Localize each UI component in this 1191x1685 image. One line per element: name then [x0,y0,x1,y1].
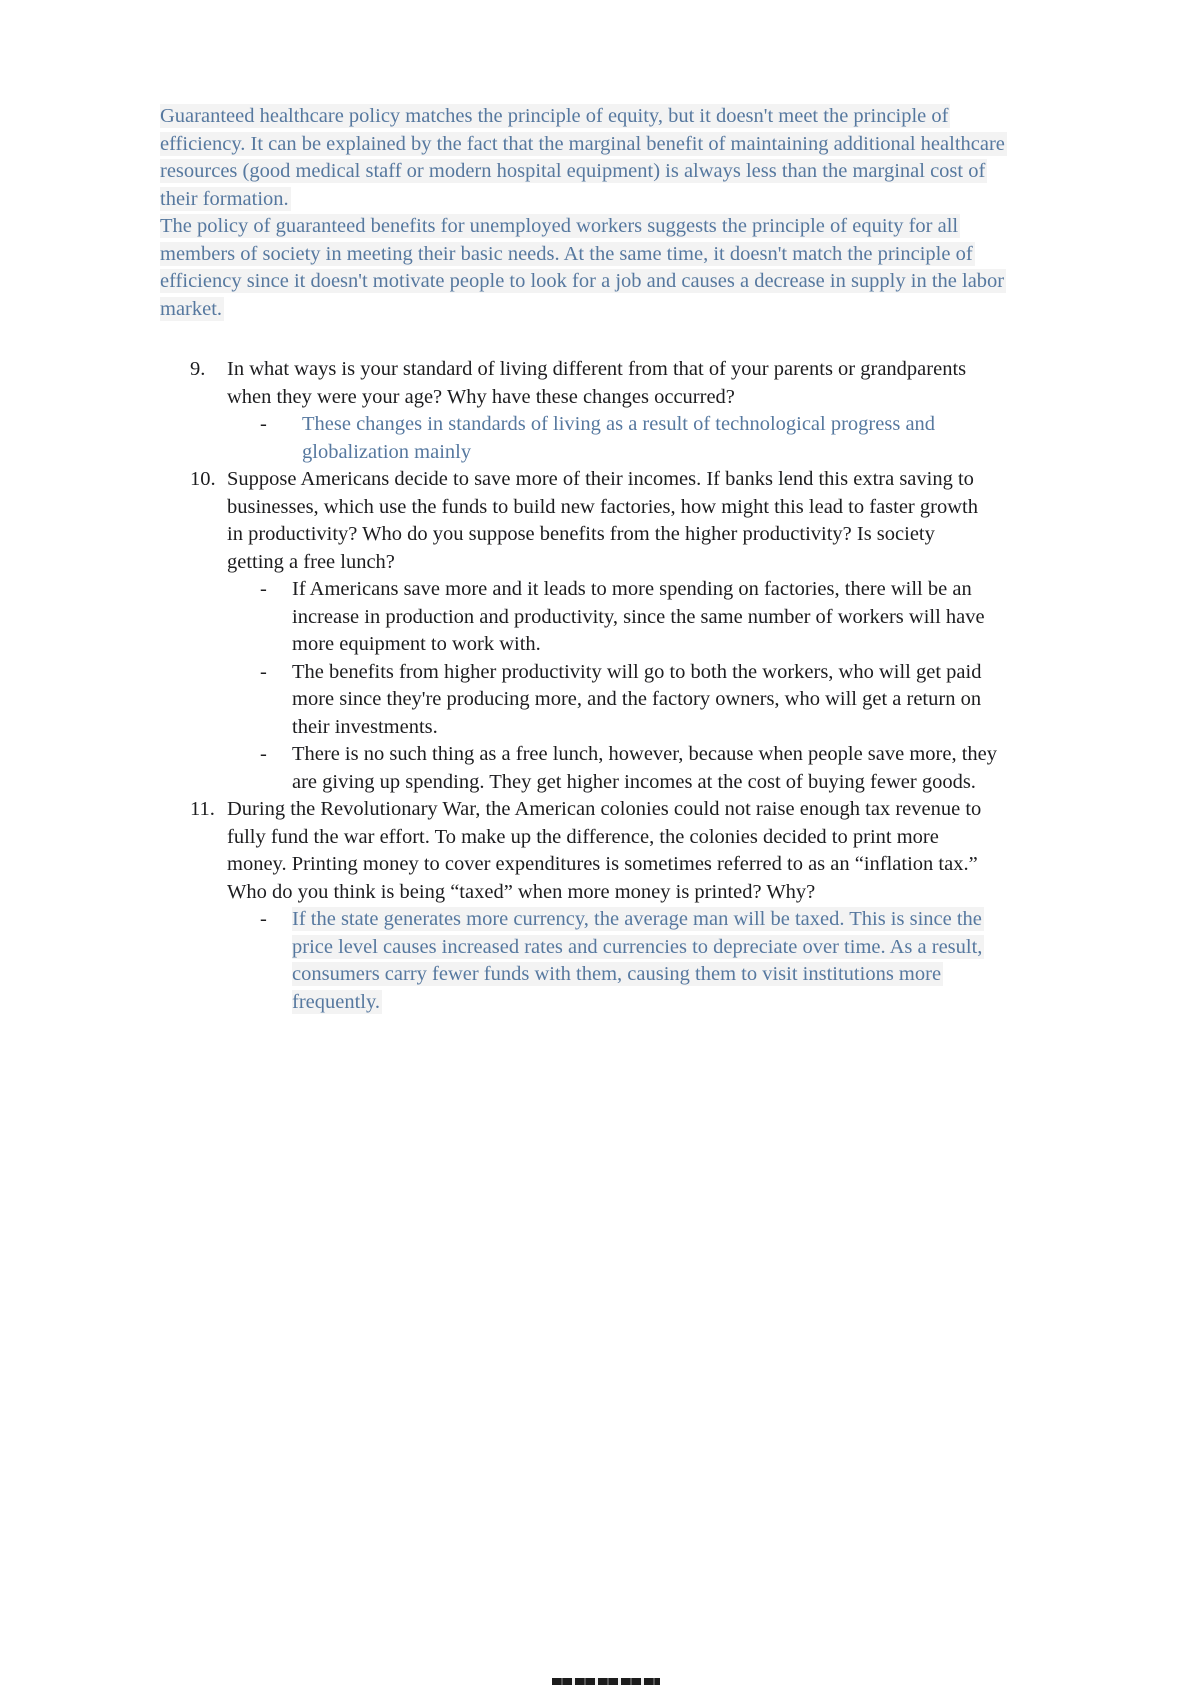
answer-11-1 [292,906,998,1016]
question-9-row [190,356,1045,411]
page-bottom-artifact [552,1678,660,1685]
question-9-number: 9. [190,358,206,380]
intro-paragraph-1-text: Guaranteed healthcare policy matches the principle of equity, but it doesn't meet the principle of efficiency. It can be explained by the fact that the marginal benefit of maintaining additional healthcare resources (good medical staff or modern hospital equipment) is always less than the marginal cost of their formation. [160,105,1005,210]
dash-marker: - [260,413,267,435]
question-item-9 [190,356,1045,466]
question-item-10 [190,466,1045,796]
question-list [190,356,1045,1016]
question-11-row [190,796,1045,906]
question-10-row [190,466,1045,576]
answer-item [260,659,1045,742]
answer-10-2-text: The benefits from higher productivity will go to both the workers, who will get paid more since they're producing more, and the factory owners, who will get a return on their investments. [292,660,982,738]
question-10-number: 10. [190,468,216,490]
intro-answer-block [160,103,1008,323]
answer-10-3-text: There is no such thing as a free lunch, however, because when people save more, they are giving up spending. They get higher incomes at the cost of buying fewer goods. [292,743,998,793]
answer-11-1-text: If the state generates more currency, the average man will be taxed. This is since the price level causes increased rates and currencies to depreciate over time. As a result, consumers carry fewer funds with them, causing them to visit institutions more frequently. [292,908,983,1013]
dash-marker: - [260,578,267,600]
dash-marker: - [260,743,267,765]
dash-marker: - [260,660,267,683]
intro-paragraph-2-text: The policy of guaranteed benefits for unemployed workers suggests the principle of equity for all members of society in meeting their basic needs. At the same time, it doesn't match the principle of efficiency since it doesn't motivate people to look for a job and causes a decrease in supply in the labor market. [160,215,1005,320]
question-11-number: 11. [190,798,215,820]
question-11-answers [260,906,1045,1016]
question-item-11 [190,796,1045,1016]
answer-item [260,906,1045,1016]
question-9-text: In what ways is your standard of living different from that of your parents or grandparents when they were your age? Why have these changes occurred? [227,358,967,408]
answer-9-1-text: These changes in standards of living as a result of technological progress and globalization mainly [302,413,936,463]
intro-paragraph-2 [160,213,1008,323]
question-10-text: Suppose Americans decide to save more of their incomes. If banks lend this extra saving to businesses, which use the funds to build new factories, how might this lead to faster growth in productivity? Who do you suppose benefits from the higher productivity? Is society getting a free lunch? [227,468,978,573]
question-9-answers [260,411,1045,466]
answer-10-1-text: If Americans save more and it leads to more spending on factories, there will be an increase in production and productivity, since the same number of workers will have more equipment to work with. [292,578,985,655]
question-10-answers [260,576,1045,796]
answer-item [260,576,1045,659]
dash-marker: - [260,908,267,930]
question-11-text: During the Revolutionary War, the American colonies could not raise enough tax revenue to fully fund the war effort. To make up the difference, the colonies decided to print more money. Printing money to cover expenditures is sometimes referred to as an “inflation tax.” Who do you think is being “taxed” when more money is printed? Why? [227,798,982,903]
intro-paragraph-1 [160,103,1008,213]
answer-item [260,411,1045,466]
answer-item [260,741,1045,796]
